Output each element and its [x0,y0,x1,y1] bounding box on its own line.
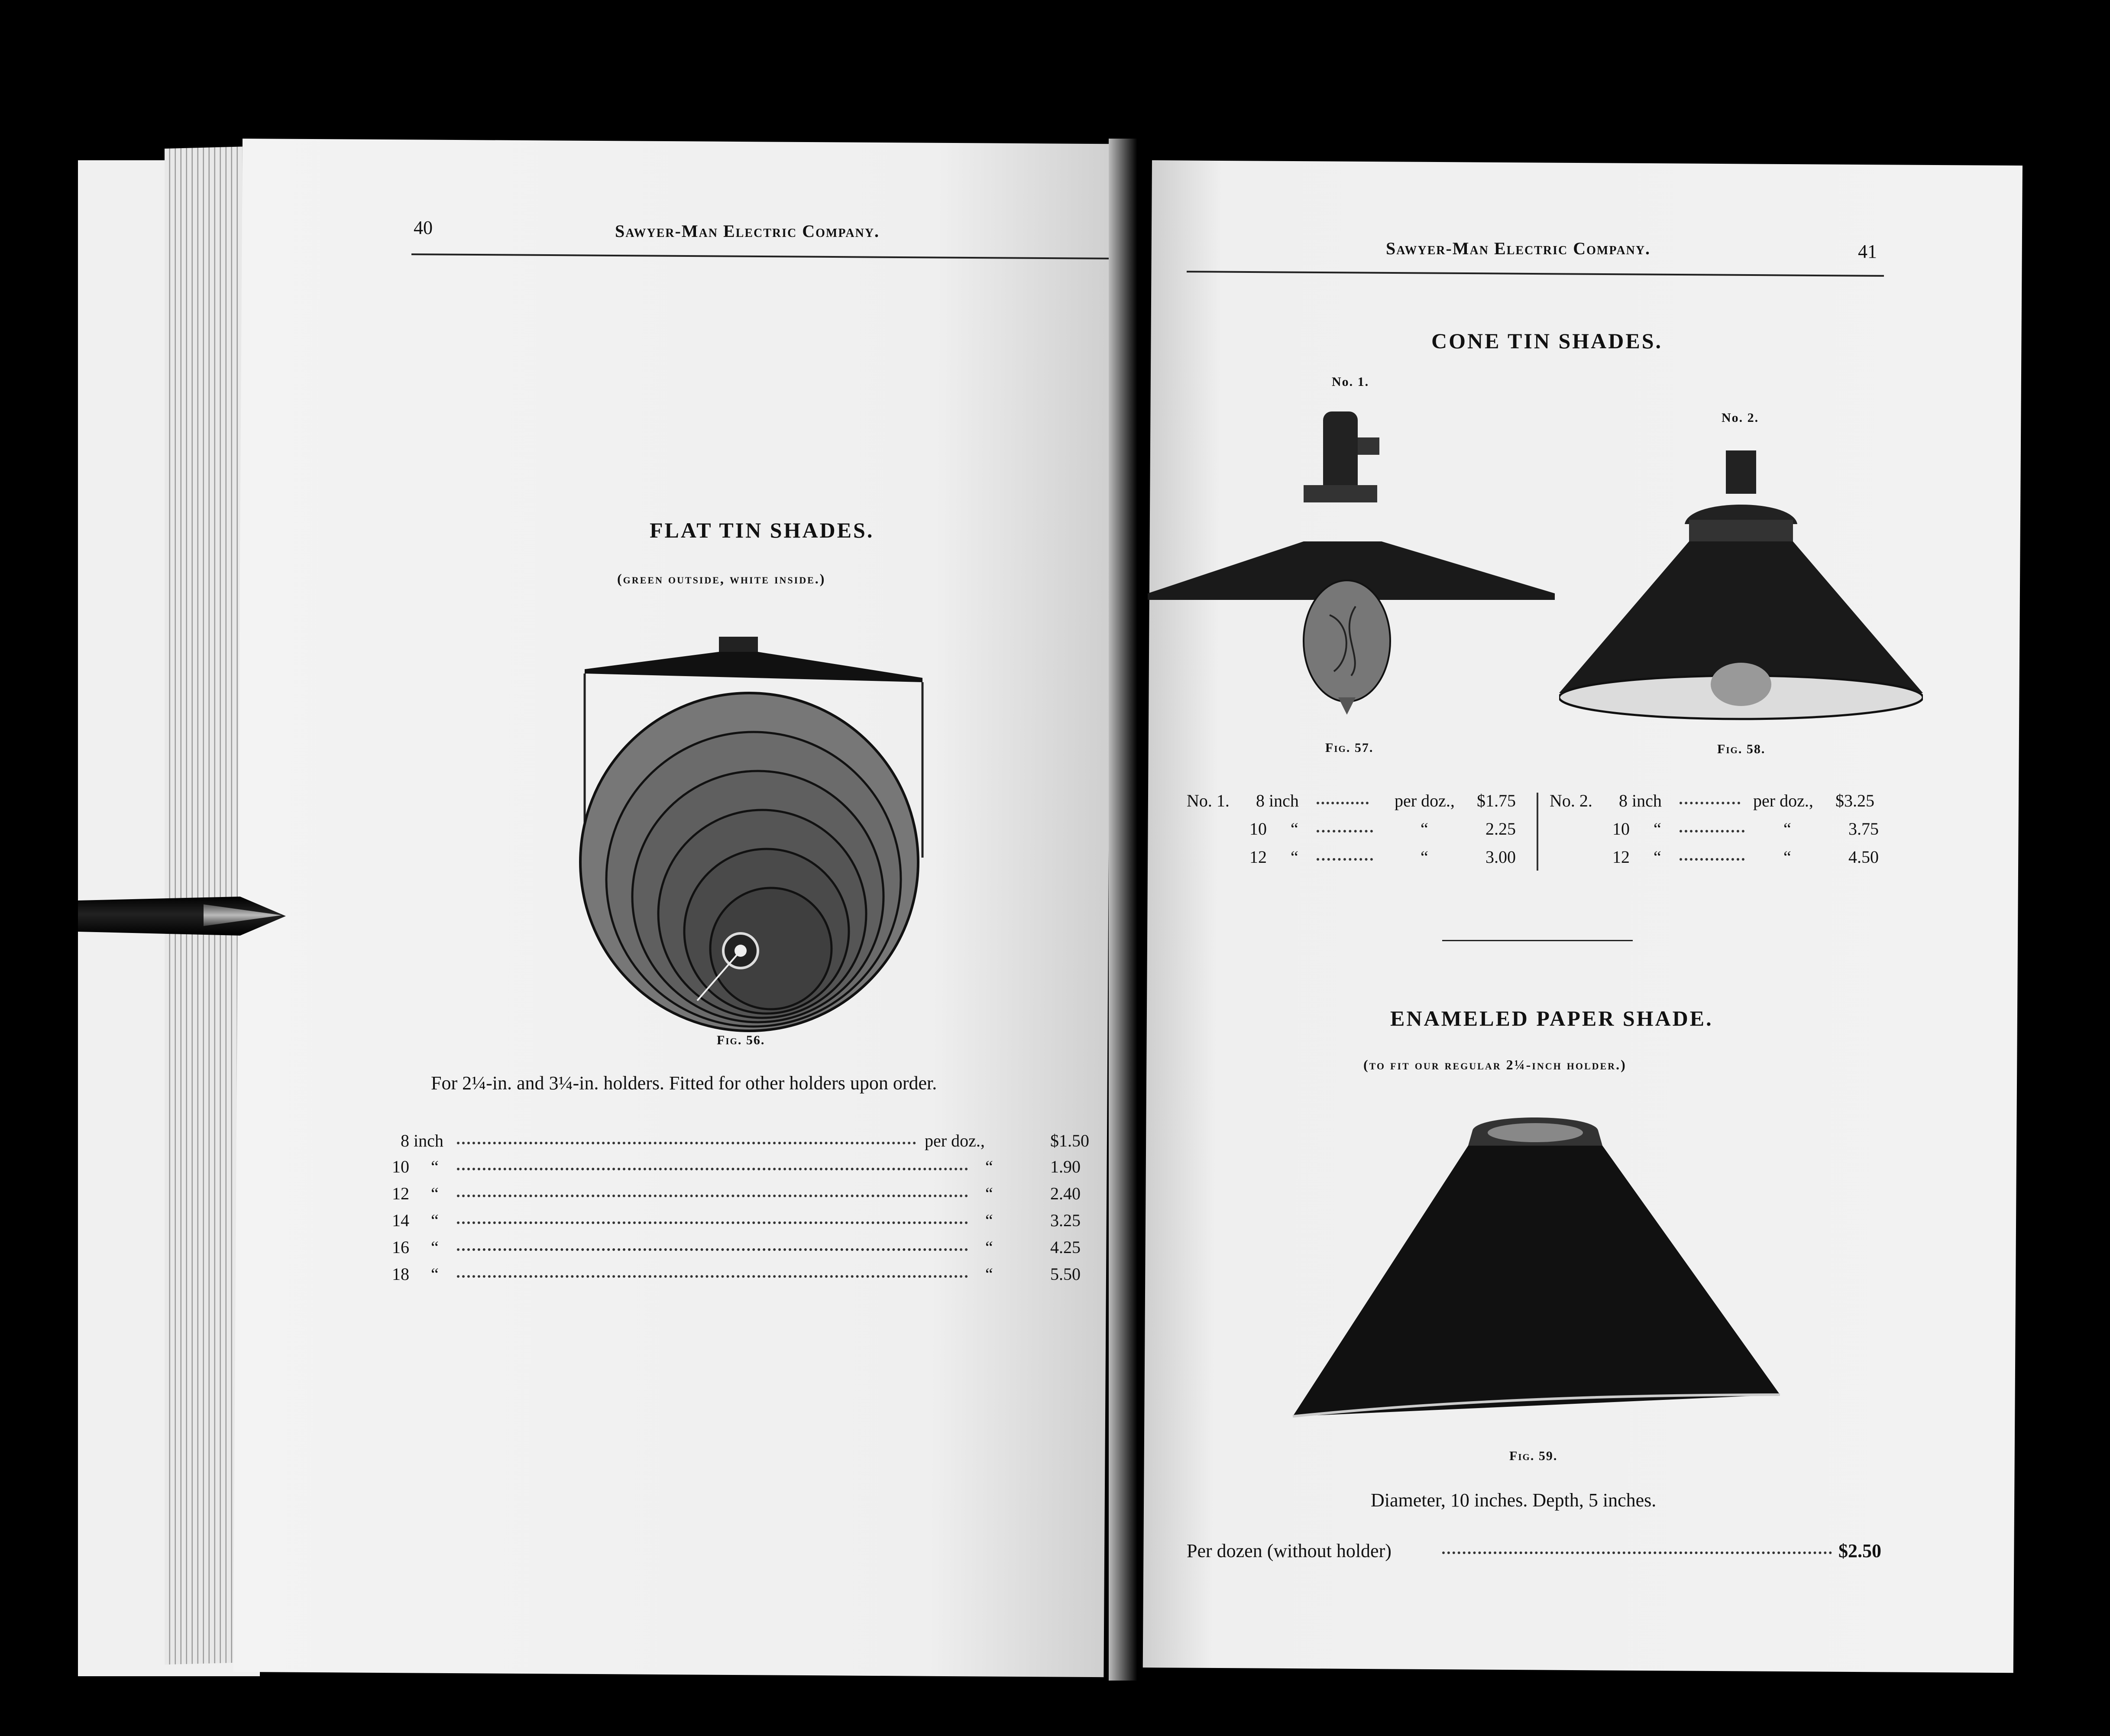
ditto-cell: “ [431,1157,439,1176]
unit-cell: “ [985,1184,993,1203]
ditto-cell: “ [431,1184,439,1203]
price-cell: 5.50 [1050,1264,1081,1284]
cone-tin-heading: CONE TIN SHADES. [1431,329,1663,353]
model-cell: No. 2. [1550,791,1592,810]
enameled-subheading: (to fit our regular 2¼-inch holder.) [1363,1057,1627,1072]
unit-cell: “ [1783,819,1791,839]
price-cell: 2.25 [1485,819,1516,839]
size-cell: 12 [1249,847,1267,867]
price-cell: 3.75 [1848,819,1879,839]
price-cell: $1.50 [1050,1131,1089,1150]
per-dozen-price: $2.50 [1838,1540,1881,1561]
price-cell: 1.90 [1050,1157,1081,1176]
leader-dots [457,1142,916,1144]
table-row [392,1237,1102,1259]
leader-dots [1317,858,1373,861]
unit-cell: “ [985,1211,993,1230]
leader-dots [457,1195,968,1197]
ditto-cell: “ [431,1237,439,1257]
page-number-left: 40 [414,217,433,238]
price-cell: 2.40 [1050,1184,1081,1203]
leader-dots [457,1275,968,1278]
table-row [392,1130,1102,1152]
size-cell: 18 [392,1264,409,1284]
leader-dots [1317,830,1373,832]
size-cell: 8 inch [1256,791,1299,810]
size-cell: 10 [1612,819,1630,839]
size-cell: 14 [392,1211,409,1230]
per-dozen-label: Per dozen (without holder) [1187,1540,1392,1561]
ditto-cell: “ [431,1211,439,1230]
shade-no2-label: No. 2. [1722,411,1759,425]
table-row [392,1156,1102,1178]
leader-dots [457,1248,968,1251]
price-cell: 4.25 [1050,1237,1081,1257]
fig57-caption: Fig. 57. [1325,741,1374,755]
unit-cell: “ [1421,819,1428,839]
size-cell: 10 [1249,819,1267,839]
unit-cell: “ [1783,847,1791,867]
flat-tin-heading: FLAT TIN SHADES. [650,518,874,542]
running-head-right: Sawyer-Man Electric Company. [1386,239,1651,258]
enameled-heading: ENAMELED PAPER SHADE. [1390,1006,1713,1030]
table-divider [1537,793,1538,871]
price-cell: $1.75 [1477,791,1516,810]
size-cell: 16 [392,1237,409,1257]
size-cell: 8 inch [1619,791,1662,810]
fig58-caption: Fig. 58. [1717,742,1766,756]
table-row [392,1264,1102,1286]
ditto-cell: “ [1291,847,1298,867]
right-page [1143,160,2023,1673]
fig59-caption: Fig. 59. [1509,1449,1558,1463]
model-cell: No. 1. [1187,791,1230,810]
price-cell: $3.25 [1835,791,1874,810]
holders-note: For 2¼-in. and 3¼-in. holders. Fitted for other holders upon order. [431,1072,937,1094]
table-row [1550,819,1887,840]
leader-dots [1317,802,1369,804]
unit-cell: per doz., [1753,791,1813,810]
leader-dots [1680,858,1744,861]
unit-cell: “ [985,1157,993,1176]
leader-dots [457,1168,968,1170]
table-row [1550,790,1887,812]
table-row [392,1210,1102,1232]
table-row [1550,847,1887,868]
size-cell: 10 [392,1157,409,1176]
enameled-paper-shade-illustration [1291,1113,1784,1434]
ditto-cell: “ [1291,819,1298,839]
section-divider [1442,940,1633,941]
unit-cell: “ [985,1237,993,1257]
leader-dots [1442,1551,1832,1554]
price-cell: 3.00 [1485,847,1516,867]
unit-cell: “ [985,1264,993,1284]
table-row [392,1183,1102,1205]
cone-shade-no1-illustration [1148,398,1563,723]
page-number-right: 41 [1858,241,1877,262]
table-row [1187,847,1516,868]
table-row [1187,819,1516,840]
size-cell: 12 [392,1184,409,1203]
ditto-cell: “ [1654,847,1661,867]
ditto-cell: “ [1654,819,1661,839]
flat-tin-shade-illustration [576,628,931,1035]
flat-tin-subheading: (green outside, white inside.) [617,571,826,586]
fig56-caption: Fig. 56. [717,1033,765,1047]
size-cell: 12 [1612,847,1630,867]
leader-dots [457,1221,968,1224]
unit-cell: per doz., [1395,791,1455,810]
dimensions-text: Diameter, 10 inches. Depth, 5 inches. [1371,1490,1657,1511]
size-cell: 8 inch [401,1131,443,1150]
leader-dots [1680,802,1740,804]
price-cell: 4.50 [1848,847,1879,867]
cone-shade-no2-illustration [1559,433,1923,736]
running-head-left: Sawyer-Man Electric Company. [615,221,880,241]
price-cell: 3.25 [1050,1211,1081,1230]
unit-cell: per doz., [925,1131,985,1150]
leader-dots [1680,830,1744,832]
ditto-cell: “ [431,1264,439,1284]
unit-cell: “ [1421,847,1428,867]
shade-no1-label: No. 1. [1332,375,1369,389]
table-row [1187,790,1516,812]
